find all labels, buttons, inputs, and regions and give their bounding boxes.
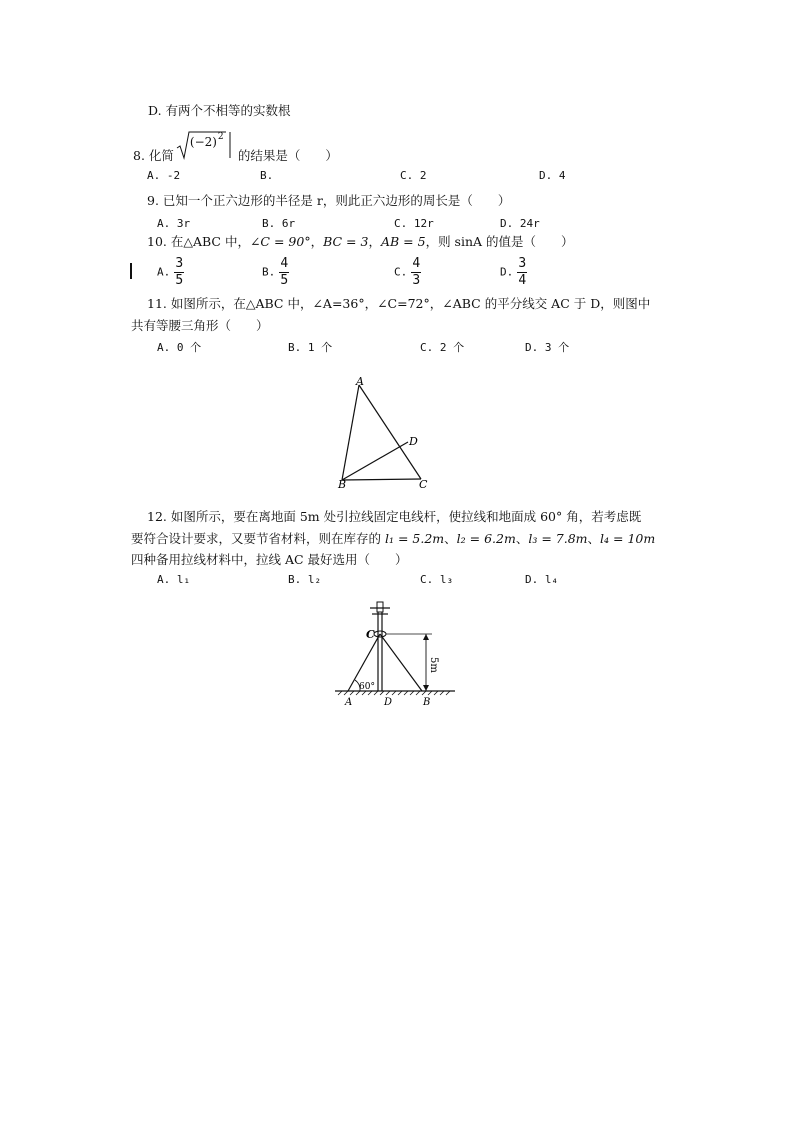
q11-option-b: B. 1 个 — [288, 341, 333, 354]
q10-option-b-fraction — [279, 257, 289, 288]
q12-option-b-text: B. l₂ — [288, 573, 322, 586]
q10-option-c — [394, 257, 421, 288]
q12-l3: l₃ = 7.8m — [528, 531, 588, 546]
q10-option-d — [500, 257, 527, 288]
q12-l4: l₄ = 10m — [600, 531, 656, 546]
numerator: 3 — [518, 256, 527, 271]
q11-stem-line1: 11. 如图所示，在△ABC 中，∠A=36°，∠C=72°，∠ABC 的平分线交 AC 于 D，则图中 — [147, 296, 651, 311]
q10-option-c-label: C. — [394, 265, 408, 279]
q8-prefix: 8. 化简 — [133, 148, 174, 163]
q12-sep2: 、 — [515, 531, 529, 546]
q12-option-a-text: A. l₁ — [157, 573, 191, 586]
q10-angle: ∠C = 90° — [249, 234, 311, 249]
pole-top-fixture — [377, 602, 383, 612]
q9-option-a: A. 3r — [157, 217, 191, 230]
q12-option-a — [157, 573, 190, 587]
q12-stem-line2-a: 要符合设计要求，又要节省材料，则在库存的 — [131, 531, 385, 546]
q12-stem-line2 — [131, 531, 655, 547]
q8-option-b: B. — [260, 169, 274, 182]
label-a: A — [356, 375, 364, 388]
q11-option-c: C. 2 个 — [420, 341, 465, 354]
numerator: 4 — [280, 256, 289, 271]
side-bc — [342, 479, 421, 480]
denominator: 5 — [280, 273, 289, 288]
q8-exponent: 2 — [217, 132, 224, 142]
q12-pole-figure — [330, 598, 460, 710]
q12-l2: l₂ = 6.2m — [456, 531, 516, 546]
dimension-arrow-top — [423, 634, 429, 640]
q8-option-a: A. -2 — [147, 169, 181, 182]
q10-stem-b: ，则 sinA 的值是（ ） — [425, 234, 574, 249]
label-c: C — [366, 628, 375, 641]
label-d: D — [409, 435, 418, 448]
label-b: B — [423, 697, 431, 708]
q8-radicand: (−2) — [189, 135, 217, 149]
q11-option-d: D. 3 个 — [525, 341, 570, 354]
side-ab — [342, 385, 359, 480]
numerator: 3 — [175, 256, 184, 271]
q9-option-b: B. 6r — [262, 217, 296, 230]
q12-sep3: 、 — [587, 531, 601, 546]
label-c: C — [419, 478, 428, 491]
q12-stem-line3: 四种备用拉线材料中，拉线 AC 最好选用（ ） — [131, 552, 408, 567]
q10-sep2: ， — [368, 234, 381, 249]
q10-option-d-fraction — [517, 257, 527, 288]
label-d: D — [384, 697, 393, 708]
numerator: 4 — [412, 256, 421, 271]
q12-option-c — [420, 573, 453, 587]
q12-option-d-text: D. l₄ — [525, 573, 559, 586]
denominator: 4 — [518, 273, 527, 288]
q8-stem — [133, 132, 338, 164]
q8-radical — [174, 132, 238, 160]
q10-stem-a: 10. 在△ABC 中， — [147, 234, 250, 249]
q11-option-a: A. 0 个 — [157, 341, 202, 354]
q10-stem — [147, 234, 574, 250]
q10-option-c-fraction — [411, 257, 421, 288]
q10-bc: BC = 3 — [323, 234, 369, 249]
q12-stem-line1: 12. 如图所示，要在离地面 5m 处引拉线固定电线杆，使拉线和地面成 60° 角，若考虑既 — [147, 509, 642, 524]
dimension-arrow-bottom — [423, 685, 429, 691]
q10-option-b — [262, 257, 289, 288]
q9-option-d: D. 24r — [500, 217, 540, 230]
q8-option-c: C. 2 — [400, 169, 427, 182]
q11-stem-line2: 共有等腰三角形（ ） — [131, 318, 269, 333]
height-label: 5m — [428, 657, 439, 673]
q8-option-d: D. 4 — [539, 169, 566, 182]
denominator: 5 — [175, 273, 184, 288]
q10-sep1: ， — [310, 234, 324, 249]
q12-option-b — [288, 573, 321, 587]
q10-ab: AB = 5 — [380, 234, 426, 249]
q9-option-c: C. 12r — [394, 217, 434, 230]
denominator: 3 — [412, 273, 421, 288]
q10-option-a-fraction — [174, 257, 184, 288]
label-b: B — [338, 478, 347, 491]
text-cursor-marker — [130, 263, 132, 279]
q7-option-d: D. 有两个不相等的实数根 — [148, 103, 291, 118]
bisector-bd — [342, 442, 408, 480]
q10-option-a — [157, 257, 184, 288]
q12-l1: l₁ = 5.2m — [384, 531, 445, 546]
q12-option-c-text: C. l₃ — [420, 573, 454, 586]
q9-stem: 9. 已知一个正六边形的半径是 r，则此正六边形的周长是（ ） — [147, 193, 511, 208]
angle-label: 60° — [359, 682, 375, 692]
q12-option-d — [525, 573, 558, 587]
q11-triangle-figure — [340, 375, 450, 490]
q8-suffix: 的结果是（ ） — [237, 148, 338, 163]
q10-option-b-label: B. — [262, 265, 276, 279]
label-a: A — [345, 697, 353, 708]
q10-option-d-label: D. — [500, 265, 514, 279]
guy-wire-bc — [380, 634, 422, 691]
q12-sep1: 、 — [444, 531, 457, 546]
q10-option-a-label: A. — [157, 265, 171, 279]
